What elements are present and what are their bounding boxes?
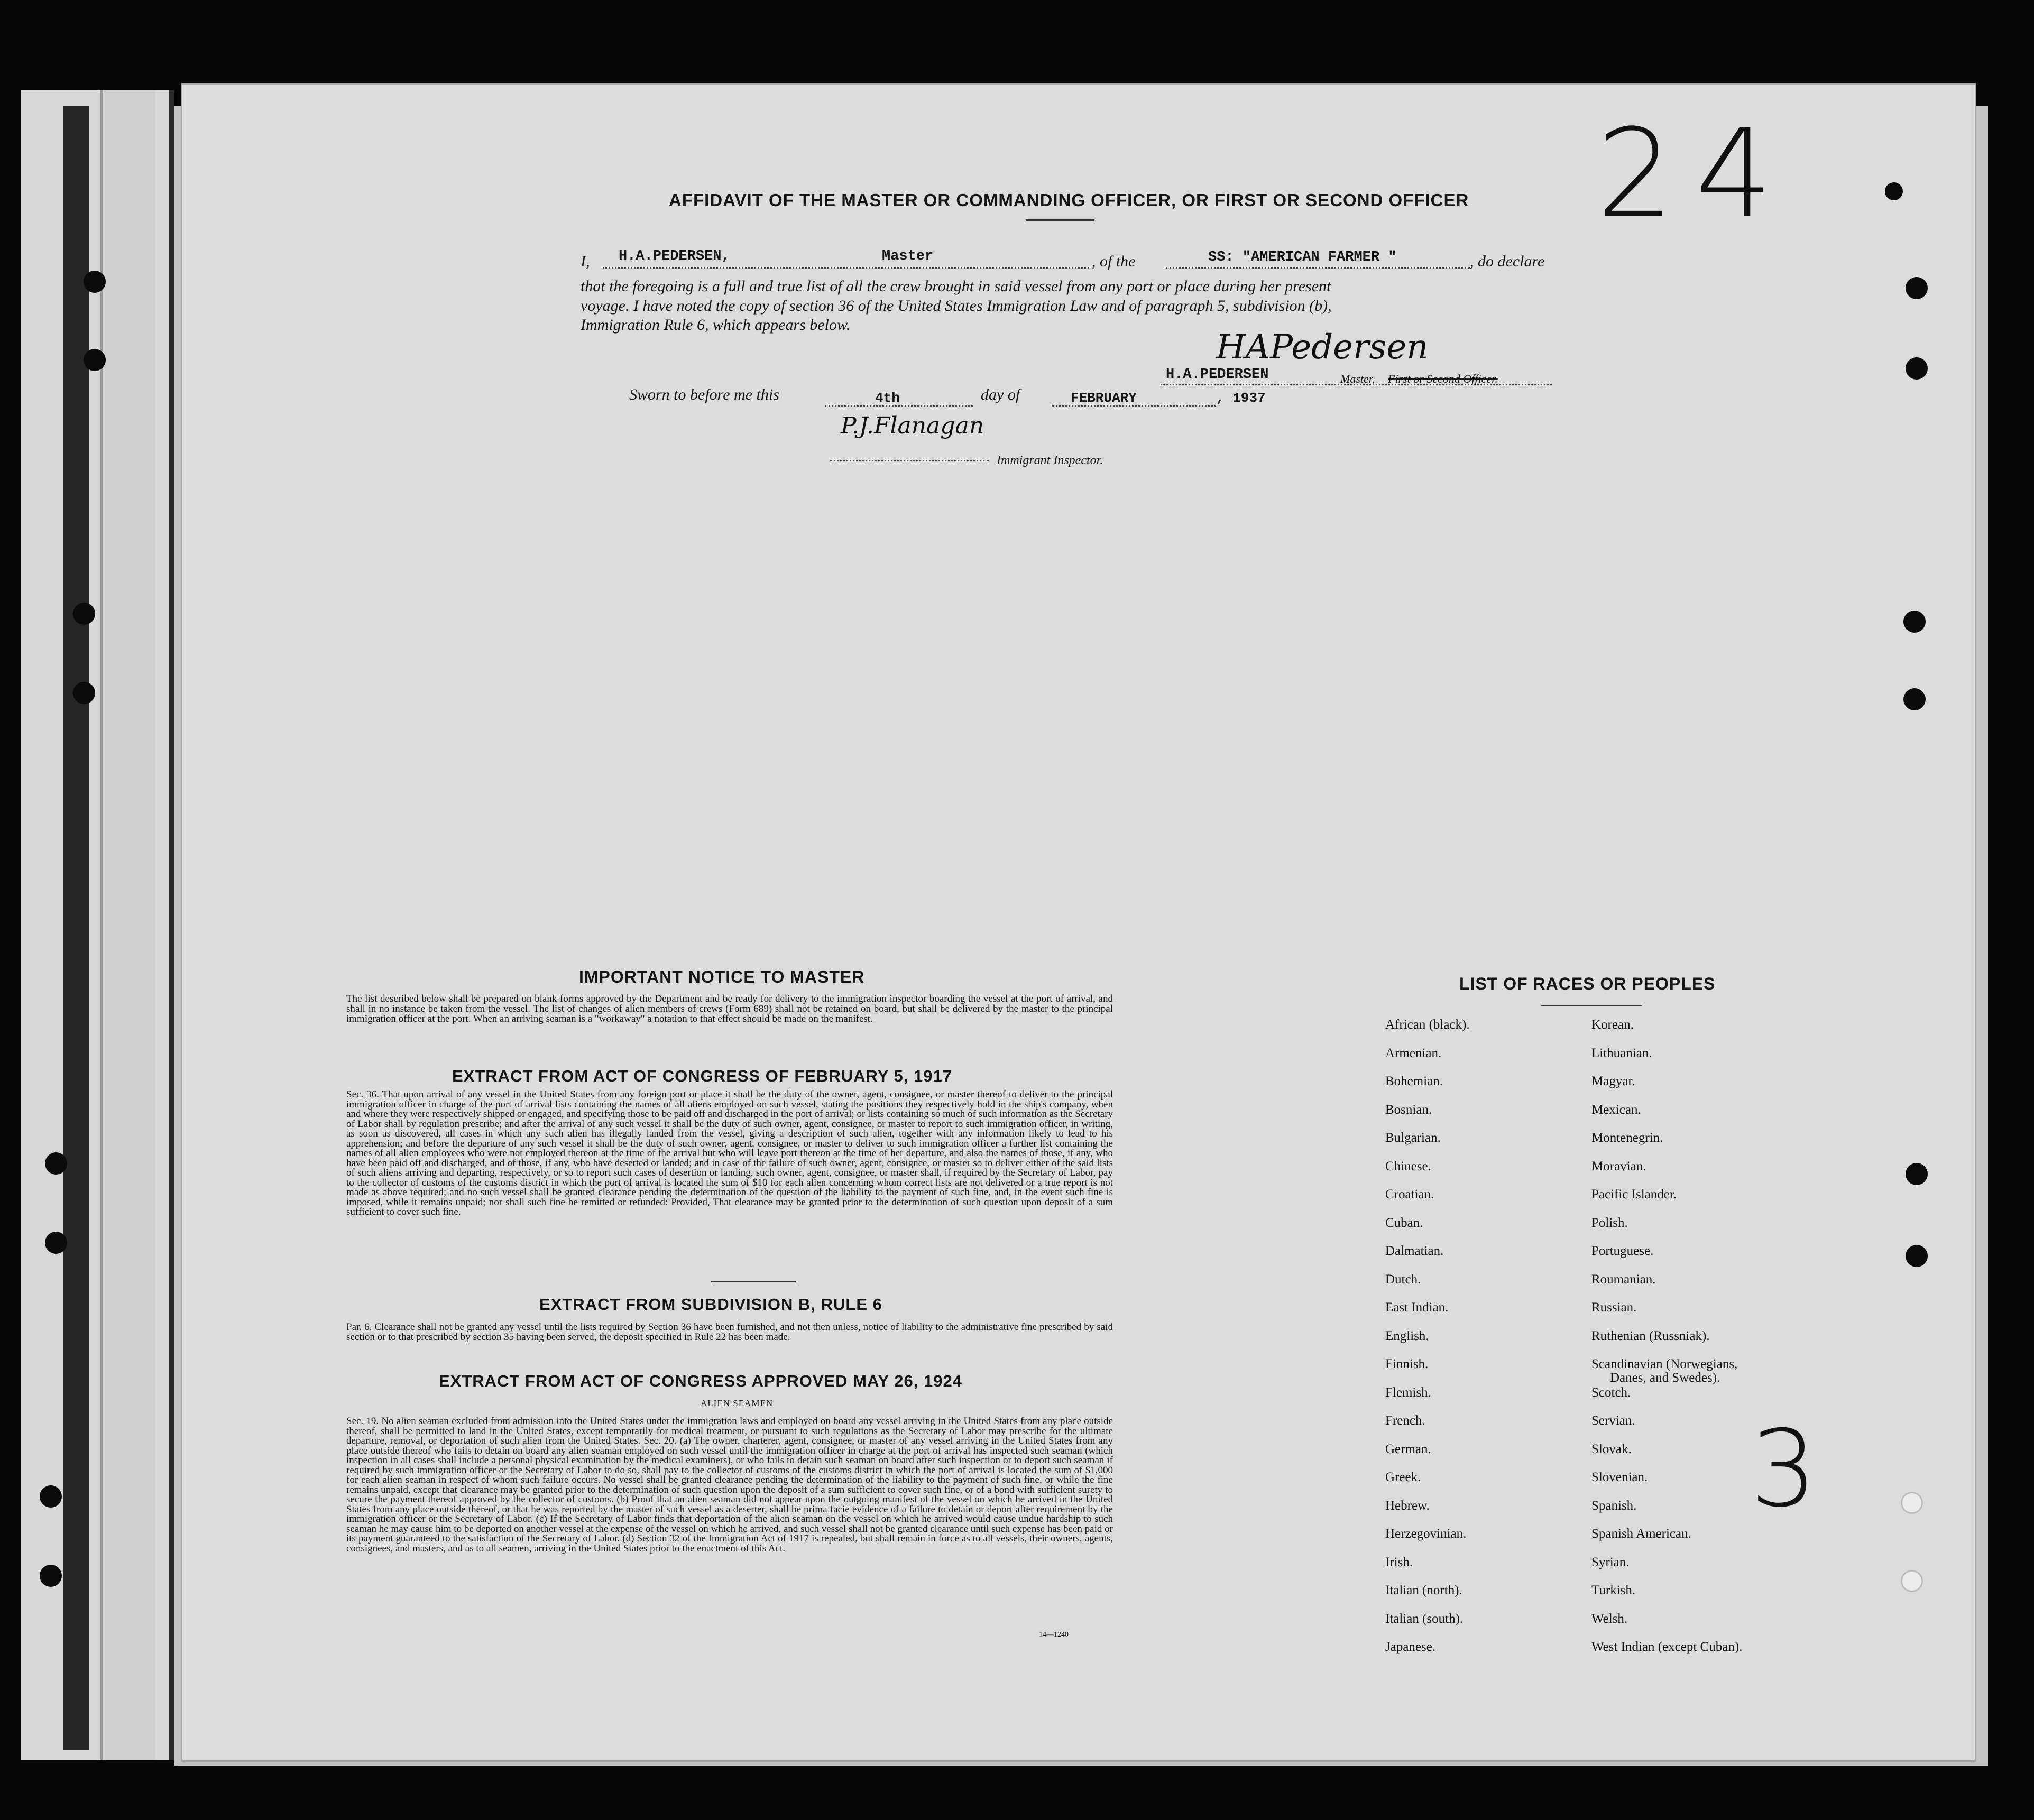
- master-name: H.A.PEDERSEN,: [619, 248, 730, 264]
- race-item: German.: [1385, 1442, 1431, 1456]
- binding-hole: [1906, 357, 1928, 380]
- inspector-label: Immigrant Inspector.: [997, 454, 1103, 467]
- binding-hole: [40, 1565, 62, 1587]
- race-item: Bosnian.: [1385, 1102, 1432, 1117]
- inspector-signature: P.J.Flanagan: [841, 412, 984, 439]
- day-line: [825, 405, 973, 407]
- race-item: Japanese.: [1385, 1640, 1436, 1654]
- race-item: Italian (south).: [1385, 1611, 1464, 1626]
- extract-rule6-title: EXTRACT FROM SUBDIVISION B, RULE 6: [539, 1295, 882, 1314]
- binding-hole: [1903, 611, 1926, 633]
- master-label: Master,: [1340, 372, 1375, 385]
- sworn-label: Sworn to before me this: [629, 386, 779, 403]
- race-item: Croatian.: [1385, 1187, 1434, 1202]
- affidavit-title: AFFIDAVIT OF THE MASTER OR COMMANDING OFFICER, OR FIRST OR SECOND OFFICER: [669, 190, 1469, 210]
- sworn-month: FEBRUARY: [1071, 390, 1137, 406]
- extract-rule6-text: Par. 6. Clearance shall not be granted any vessel until the lists required by Section 36 have been furnished, and not then unless, notice of liability to the administrative fine prescribed by said section or to that prescribed by section 35 having been served, the deposit specified in Rule 22 has been made.: [346, 1322, 1113, 1343]
- race-item: Irish.: [1385, 1555, 1413, 1569]
- race-item: Servian.: [1591, 1413, 1635, 1428]
- race-item: Dutch.: [1385, 1272, 1421, 1287]
- binding-hole: [84, 271, 106, 293]
- race-item: Bulgarian.: [1385, 1131, 1441, 1145]
- race-item: Pacific Islander.: [1591, 1187, 1677, 1202]
- master-signature: HAPedersen: [1216, 328, 1429, 367]
- race-item: Russian.: [1591, 1300, 1637, 1315]
- race-item: Ruthenian (Russniak).: [1591, 1328, 1710, 1343]
- race-item: Roumanian.: [1591, 1272, 1656, 1287]
- race-item: Greek.: [1385, 1470, 1421, 1484]
- race-item: English.: [1385, 1328, 1429, 1343]
- races-title-underline: [1541, 1005, 1642, 1006]
- race-item: Montenegrin.: [1591, 1131, 1663, 1145]
- binding-hole: [73, 682, 95, 704]
- race-item: Syrian.: [1591, 1555, 1630, 1569]
- race-item: Chinese.: [1385, 1159, 1431, 1174]
- handwritten-mark: 3: [1750, 1408, 1818, 1531]
- binding-hole: [1901, 1492, 1923, 1514]
- binding-hole: [1901, 1570, 1923, 1592]
- title-underline: [1026, 219, 1094, 221]
- ledger-binding: [21, 90, 174, 1760]
- alien-seamen-subtitle: ALIEN SEAMEN: [701, 1398, 774, 1408]
- binding-hole: [84, 349, 106, 371]
- race-item: Scotch.: [1591, 1385, 1631, 1400]
- binding-hole: [73, 603, 95, 625]
- affidavit-line-2: that the foregoing is a full and true list of all the crew brought in said vessel from any port or place during her present: [581, 278, 1331, 295]
- binding-strip: [63, 106, 89, 1750]
- race-item: Hebrew.: [1385, 1498, 1430, 1513]
- binding-hole: [1906, 1245, 1928, 1267]
- form-number: 14—1240: [1039, 1631, 1069, 1639]
- extract-1924-text: Sec. 19. No alien seaman excluded from admission into the United States under the immigration laws and employed on board any vessel arriving in the United States from any place outside thereof, shall be permitted to land in the United States, except temporarily for medical treatment, or pursuant to such regulations as the Secretary of Labor may prescribe for the ultimate departure, removal, or deportation of such alien from the United States. Sec. 20. (a) The owner, charterer, agent, consignee, or master of any vessel arriving in the United States from any place outside thereof who fails to detain on board any alien seaman employed on such vessel until the immigration officer in charge at the port of arrival has inspected such seaman (which inspection in all cases shall include a personal physical examination by the medical examiners), or who fails to detain such seaman on board after such inspection or to deport such seaman if required by such immigration officer or the Secretary of Labor to do so, shall pay to the collector of customs of the customs district in which the port of arrival is located the sum of $1,000 for each alien seaman in respect of whom such failure occurs. No vessel shall be granted clearance pending the determination of the liability to the payment of such fine, or while the fine remains unpaid, except that clearance may be granted prior to the determination of such question upon the deposit of a sum sufficient to cover such fine, or of a bond with sufficient surety to secure the payment thereof approved by the collector of customs. (b) Proof that an alien seaman did not appear upon the outgoing manifest of the vessel on which he arrived in the United States from any place outside thereof, or that he was reported by the master of such vessel as a deserter, shall be prima facie evidence of a failure to detain or deport after requirement by the immigration officer or the Secretary of Labor. (c) If the Secretary of Labor finds that deportation of the alien seaman on the vessel on which he arrived would cause undue hardship to such seaman he may cause him to be deported on another vessel at the expense of the vessel on which he arrived, and such vessel shall not be granted clearance until such expense has been paid or its payment guaranteed to the satisfaction of the Secretary of Labor. (d) Section 32 of the Immigration Act of 1917 is repealed, but shall remain in force as to all vessels, their owners, agents, consignees, and masters, and as to all seamen, arriving in the United States prior to the enactment of this Act.: [346, 1416, 1113, 1554]
- handwritten-page-number: 24: [1597, 104, 1794, 245]
- vessel-line: [1166, 267, 1470, 269]
- notice-title: IMPORTANT NOTICE TO MASTER: [579, 967, 865, 986]
- race-item: Lithuanian.: [1591, 1046, 1652, 1060]
- race-item: Armenian.: [1385, 1046, 1442, 1060]
- race-item: Moravian.: [1591, 1159, 1646, 1174]
- affidavit-line-3: voyage. I have noted the copy of section 36 of the United States Immigration Law and of paragraph 5, subdivision (b),: [581, 297, 1332, 315]
- race-item: Dalmatian.: [1385, 1244, 1444, 1258]
- binding-hole: [1903, 688, 1926, 710]
- races-title: LIST OF RACES OR PEOPLES: [1459, 974, 1716, 993]
- race-item: Italian (north).: [1385, 1583, 1462, 1597]
- race-item: Turkish.: [1591, 1583, 1636, 1597]
- affidavit-i-label: I,: [581, 253, 590, 270]
- sworn-year: , 1937: [1216, 390, 1266, 406]
- month-line: [1052, 405, 1216, 407]
- race-item: Cuban.: [1385, 1215, 1423, 1230]
- race-item: Magyar.: [1591, 1074, 1635, 1088]
- race-item: Welsh.: [1591, 1611, 1628, 1626]
- race-item: Danes, and Swedes).: [1610, 1371, 1720, 1385]
- race-item: Flemish.: [1385, 1385, 1431, 1400]
- race-item: Portuguese.: [1591, 1244, 1654, 1258]
- binding-hole: [1885, 182, 1903, 200]
- race-item: Spanish.: [1591, 1498, 1637, 1513]
- inspector-line: [830, 460, 989, 461]
- vessel-name: SS: "AMERICAN FARMER ": [1208, 250, 1397, 265]
- race-item: East Indian.: [1385, 1300, 1449, 1315]
- sworn-day: 4th: [875, 390, 900, 406]
- race-item: Herzegovinian.: [1385, 1527, 1467, 1541]
- extract-1917-text: Sec. 36. That upon arrival of any vessel in the United States from any foreign port or place it shall be the duty of the owner, agent, consignee, or master thereof to deliver to the principal immigration officer in charge of the port of arrival lists containing the names of all aliens employed on such vessel, stating the positions they respectively hold in the ship's company, when and where they were respectively shipped or engaged, and specifying those to be paid off and discharged in the port of arrival; or lists containing so much of such information as the Secretary of Labor shall by regulation prescribe; and after the arrival of any such vessel it shall be the duty of such owner, agent, consignee, or master to report to such immigration officer, in writing, as soon as discovered, all cases in which any such alien has illegally landed from the vessel, giving a description of such alien, together with any information likely to lead to his apprehension; and before the departure of any such vessel it shall be the duty of such owner, agent, consignee, or master to deliver to such immigration officer a further list containing the names of all alien employees who were not employed thereon at the time of the arrival but who will leave port thereon at the time of her departure, and also the names of those, if any, who have been paid off and discharged, and of those, if any, who have deserted or landed; and in case of the failure of such owner, agent, consignee, or master so to deliver either of the said lists of such aliens arriving and departing, respectively, or so to report such cases of desertion or landing, such owner, agent, consignee, or master shall, if required by the Secretary of Labor, pay to the collector of customs of the customs district in which the port of arrival is located the sum of $10 for each alien concerning whom correct lists are not delivered or a true report is not made as above required; and no such vessel shall be granted clearance pending the determination of the question of the liability to the payment of such fine, and, in the event such fine is imposed, while it remains unpaid; nor shall such fine be remitted or refunded: Provided, That clearance may be granted prior to the determination of such question upon deposit of a sum sufficient to cover such fine.: [346, 1089, 1113, 1217]
- binding-hole: [40, 1485, 62, 1508]
- of-the-label: , of the: [1092, 253, 1136, 270]
- binding-hole: [1906, 277, 1928, 299]
- binding-hole: [45, 1152, 67, 1175]
- race-item: Spanish American.: [1591, 1527, 1691, 1541]
- race-item: Korean.: [1591, 1018, 1634, 1032]
- day-of-label: day of: [981, 386, 1020, 403]
- notice-text: The list described below shall be prepared on blank forms approved by the Department and be ready for delivery to the immigration inspector boarding the vessel at the port of arrival, and shall in no instance be taken from the vessel. The list of changes of alien members of crews (Form 689) shall not be retained on board, but shall be delivered by the master to the principal immigration officer at the port. When an arriving seaman is a "workaway" a notation to that effect should be made on the manifest.: [346, 993, 1113, 1024]
- extract-1924-title: EXTRACT FROM ACT OF CONGRESS APPROVED MAY 26, 1924: [439, 1372, 962, 1390]
- extract-1917-title: EXTRACT FROM ACT OF CONGRESS OF FEBRUARY 5, 1917: [452, 1067, 952, 1085]
- binding-hole: [1906, 1163, 1928, 1185]
- struck-officer-text: First or Second Officer.: [1388, 372, 1498, 385]
- name-line: [603, 267, 1089, 269]
- race-item: Slovak.: [1591, 1442, 1632, 1456]
- race-item: Slovenian.: [1591, 1470, 1648, 1484]
- race-item: Finnish.: [1385, 1357, 1429, 1371]
- race-item: African (black).: [1385, 1018, 1470, 1032]
- race-item: Polish.: [1591, 1215, 1628, 1230]
- race-item: West Indian (except Cuban).: [1591, 1640, 1743, 1654]
- race-item: French.: [1385, 1413, 1425, 1428]
- do-declare-label: , do declare: [1470, 253, 1545, 270]
- section-rule: [711, 1281, 796, 1282]
- race-item: Mexican.: [1591, 1102, 1641, 1117]
- binding-edge: [100, 90, 155, 1760]
- binding-hole: [45, 1232, 67, 1254]
- affidavit-line-4: Immigration Rule 6, which appears below.: [581, 316, 851, 334]
- master-rank: Master: [882, 248, 934, 264]
- race-item: Bohemian.: [1385, 1074, 1443, 1088]
- race-item: Scandinavian (Norwegians,: [1591, 1357, 1738, 1371]
- typed-signature: H.A.PEDERSEN: [1166, 367, 1269, 383]
